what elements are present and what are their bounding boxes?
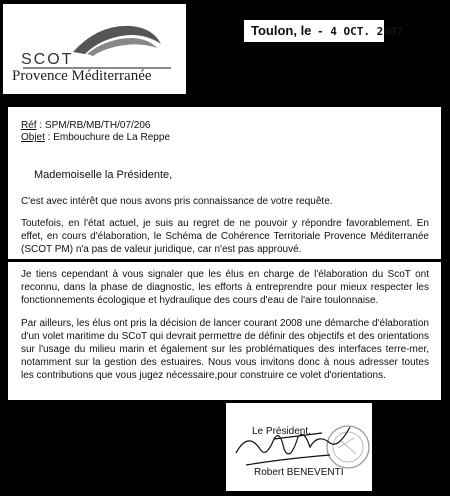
objet-label: Objet	[21, 132, 45, 143]
signatory-title: Le Président,	[252, 426, 311, 437]
place-date	[251, 23, 403, 38]
salutation: Mademoiselle la Présidente,	[34, 169, 173, 181]
logo-text: SCOT	[21, 51, 74, 68]
date-stamp: - 4 OCT. 2007	[317, 25, 404, 38]
ref-label: Réf	[21, 120, 37, 131]
logo-subtitle: Provence Méditerranée	[12, 68, 152, 84]
paragraph-2: Toutefois, en l'état actuel, je suis au regret de ne pouvoir y répondre favorablement. En effet, en cours d'élaboration, le Schéma de Cohérence Territoriale Provence Méditerranée (SCOT PM) n'a pas de valeur juridique, car n'est pas approuvé.	[21, 218, 429, 255]
letter-body-bottom	[8, 262, 441, 400]
signatory-name: Robert BENEVENTI	[254, 467, 344, 478]
paragraph-1: C'est avec intérêt que nous avons pris connaissance de votre requête.	[21, 196, 333, 207]
logo-block	[3, 4, 186, 94]
place-label: Toulon, le	[251, 23, 312, 38]
objet-value: : Embouchure de La Reppe	[44, 132, 170, 143]
ref-value: : SPM/RB/MB/TH/07/206	[36, 120, 151, 131]
letter-body-top	[8, 107, 441, 259]
subject-line	[21, 131, 170, 144]
paragraph-4: Par ailleurs, les élus ont pris la décision de lancer courant 2008 une démarche d'élaboration d'un volet maritime du SCoT qui devrait permettre de définir des objectifs et des orientations sur l'usage du milieu marin et également sur les problématiques des interfaces terre-mer, notamment sur la gestion des estuaires. Nous vous invitons donc à nous adresser toutes les contributions que vous jugez nécessaire,pour construire ce volet d'orientations.	[21, 318, 429, 381]
paragraph-3: Je tiens cependant à vous signaler que les élus en charge de l'élaboration du ScoT ont reconnu, dans la phase de diagnostic, les efforts à entreprendre pour mieux respecter les fonctionnements écologique et hydraulique des cours d'eau de l'aire toulonnaise.	[21, 269, 429, 306]
date-box	[244, 20, 404, 42]
signature-block	[226, 403, 372, 491]
